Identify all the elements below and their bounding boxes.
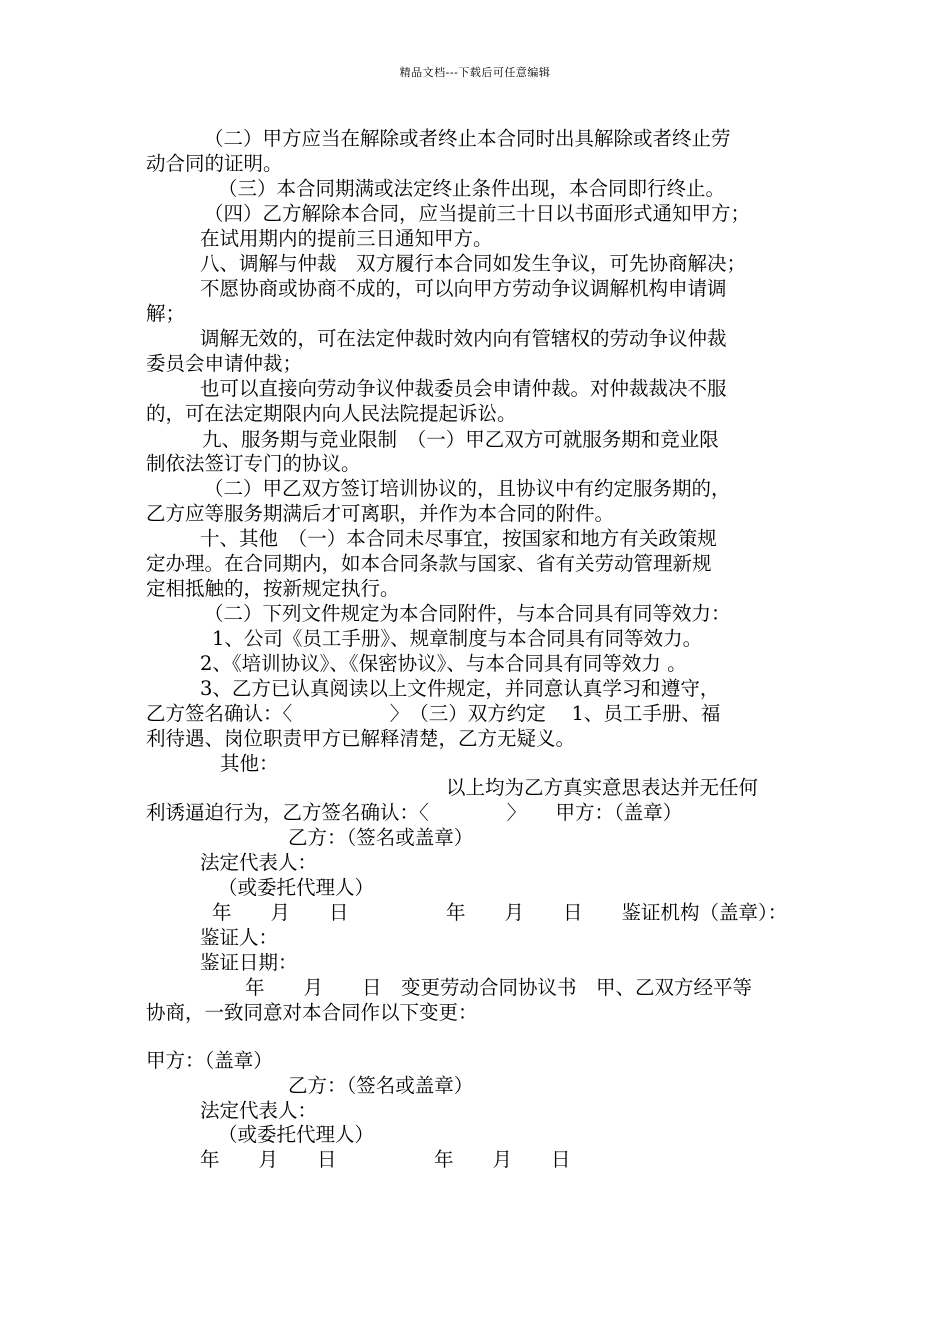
text-line: 鉴证人： [200,926,279,949]
text-line: 解； [146,302,186,325]
text-line: 动合同的证明。 [146,152,283,175]
text-line: 法定代表人： [200,1099,318,1122]
text-line: 也可以直接向劳动争议仲裁委员会申请仲裁。对仲裁裁决不服 [200,377,727,400]
text-line: （三）本合同期满或法定终止条件出现，本合同即行终止。 [218,177,726,200]
text-line: 的，可在法定期限内向人民法院提起诉讼。 [146,402,517,425]
text-line: 法定代表人： [200,851,318,874]
text-line: 其他： [220,752,279,775]
text-line: 2、《培训协议》、《保密协议》、与本合同具有同等效力 。 [200,652,687,675]
text-line: 鉴证日期： [200,951,298,974]
text-line: 九、服务期与竞业限制 （一）甲乙双方可就服务期和竞业限 [202,428,719,451]
text-line: 八、调解与仲裁 双方履行本合同如发生争议，可先协商解决； [200,252,747,275]
text-line: （或委托代理人） [218,876,375,899]
text-line: 年 月 日 年 月 日 [200,1148,571,1171]
text-line: 以上均为乙方真实意思表达并无任何 [446,776,759,799]
text-line: （二）甲方应当在解除或者终止本合同时出具解除或者终止劳 [204,127,731,150]
text-line: 协商，一致同意对本合同作以下变更： [146,1001,478,1024]
text-line: （二）甲乙双方签订培训协议的，且协议中有约定服务期的， [204,477,731,500]
text-line: 乙方：（签名或盖章） [288,1074,474,1097]
text-line: 制依法签订专门的协议。 [146,452,361,475]
text-line: （或委托代理人） [218,1123,375,1146]
text-line: 甲方：（盖章） [146,1049,273,1072]
text-line: 在试用期内的提前三日通知甲方。 [200,227,493,250]
text-line: 定相抵触的，按新规定执行。 [146,577,400,600]
text-line: （四）乙方解除本合同，应当提前三十日以书面形式通知甲方； [204,202,751,225]
page-header: 精品文档---下载后可任意编辑 [399,66,551,79]
text-line: 委员会申请仲裁； [146,352,303,375]
text-line: （二）下列文件规定为本合同附件，与本合同具有同等效力： [204,602,731,625]
text-line: 年 月 日 年 月 日 鉴证机构（盖章）： [212,901,788,924]
text-line: 利待遇、岗位职责甲方已解释清楚，乙方无疑义。 [146,727,576,750]
text-line: 不愿协商或协商不成的，可以向甲方劳动争议调解机构申请调 [200,277,727,300]
text-line: 年 月 日 变更劳动合同协议书 甲、乙双方经平等 [245,976,753,999]
text-line: 十、其他 （一）本合同未尽事宜，按国家和地方有关政策规 [200,527,717,550]
text-line: 调解无效的，可在法定仲裁时效内向有管辖权的劳动争议仲裁 [200,327,727,350]
text-line: 乙方：（签名或盖章） [288,826,474,849]
text-line: 3、乙方已认真阅读以上文件规定，并同意认真学习和遵守， [200,677,720,700]
text-line: 乙方应等服务期满后才可离职，并作为本合同的附件。 [146,502,615,525]
text-line: 1、公司《员工手册》、规章制度与本合同具有同等效力。 [212,627,703,650]
text-line: 定办理。在合同期内，如本合同条款与国家、省有关劳动管理新规 [146,552,712,575]
text-line: 乙方签名确认：〈 〉 （三）双方约定 1、员工手册、福 [146,702,721,725]
text-line: 利诱逼迫行为，乙方签名确认：〈 〉 甲方：（盖章） [146,801,683,824]
